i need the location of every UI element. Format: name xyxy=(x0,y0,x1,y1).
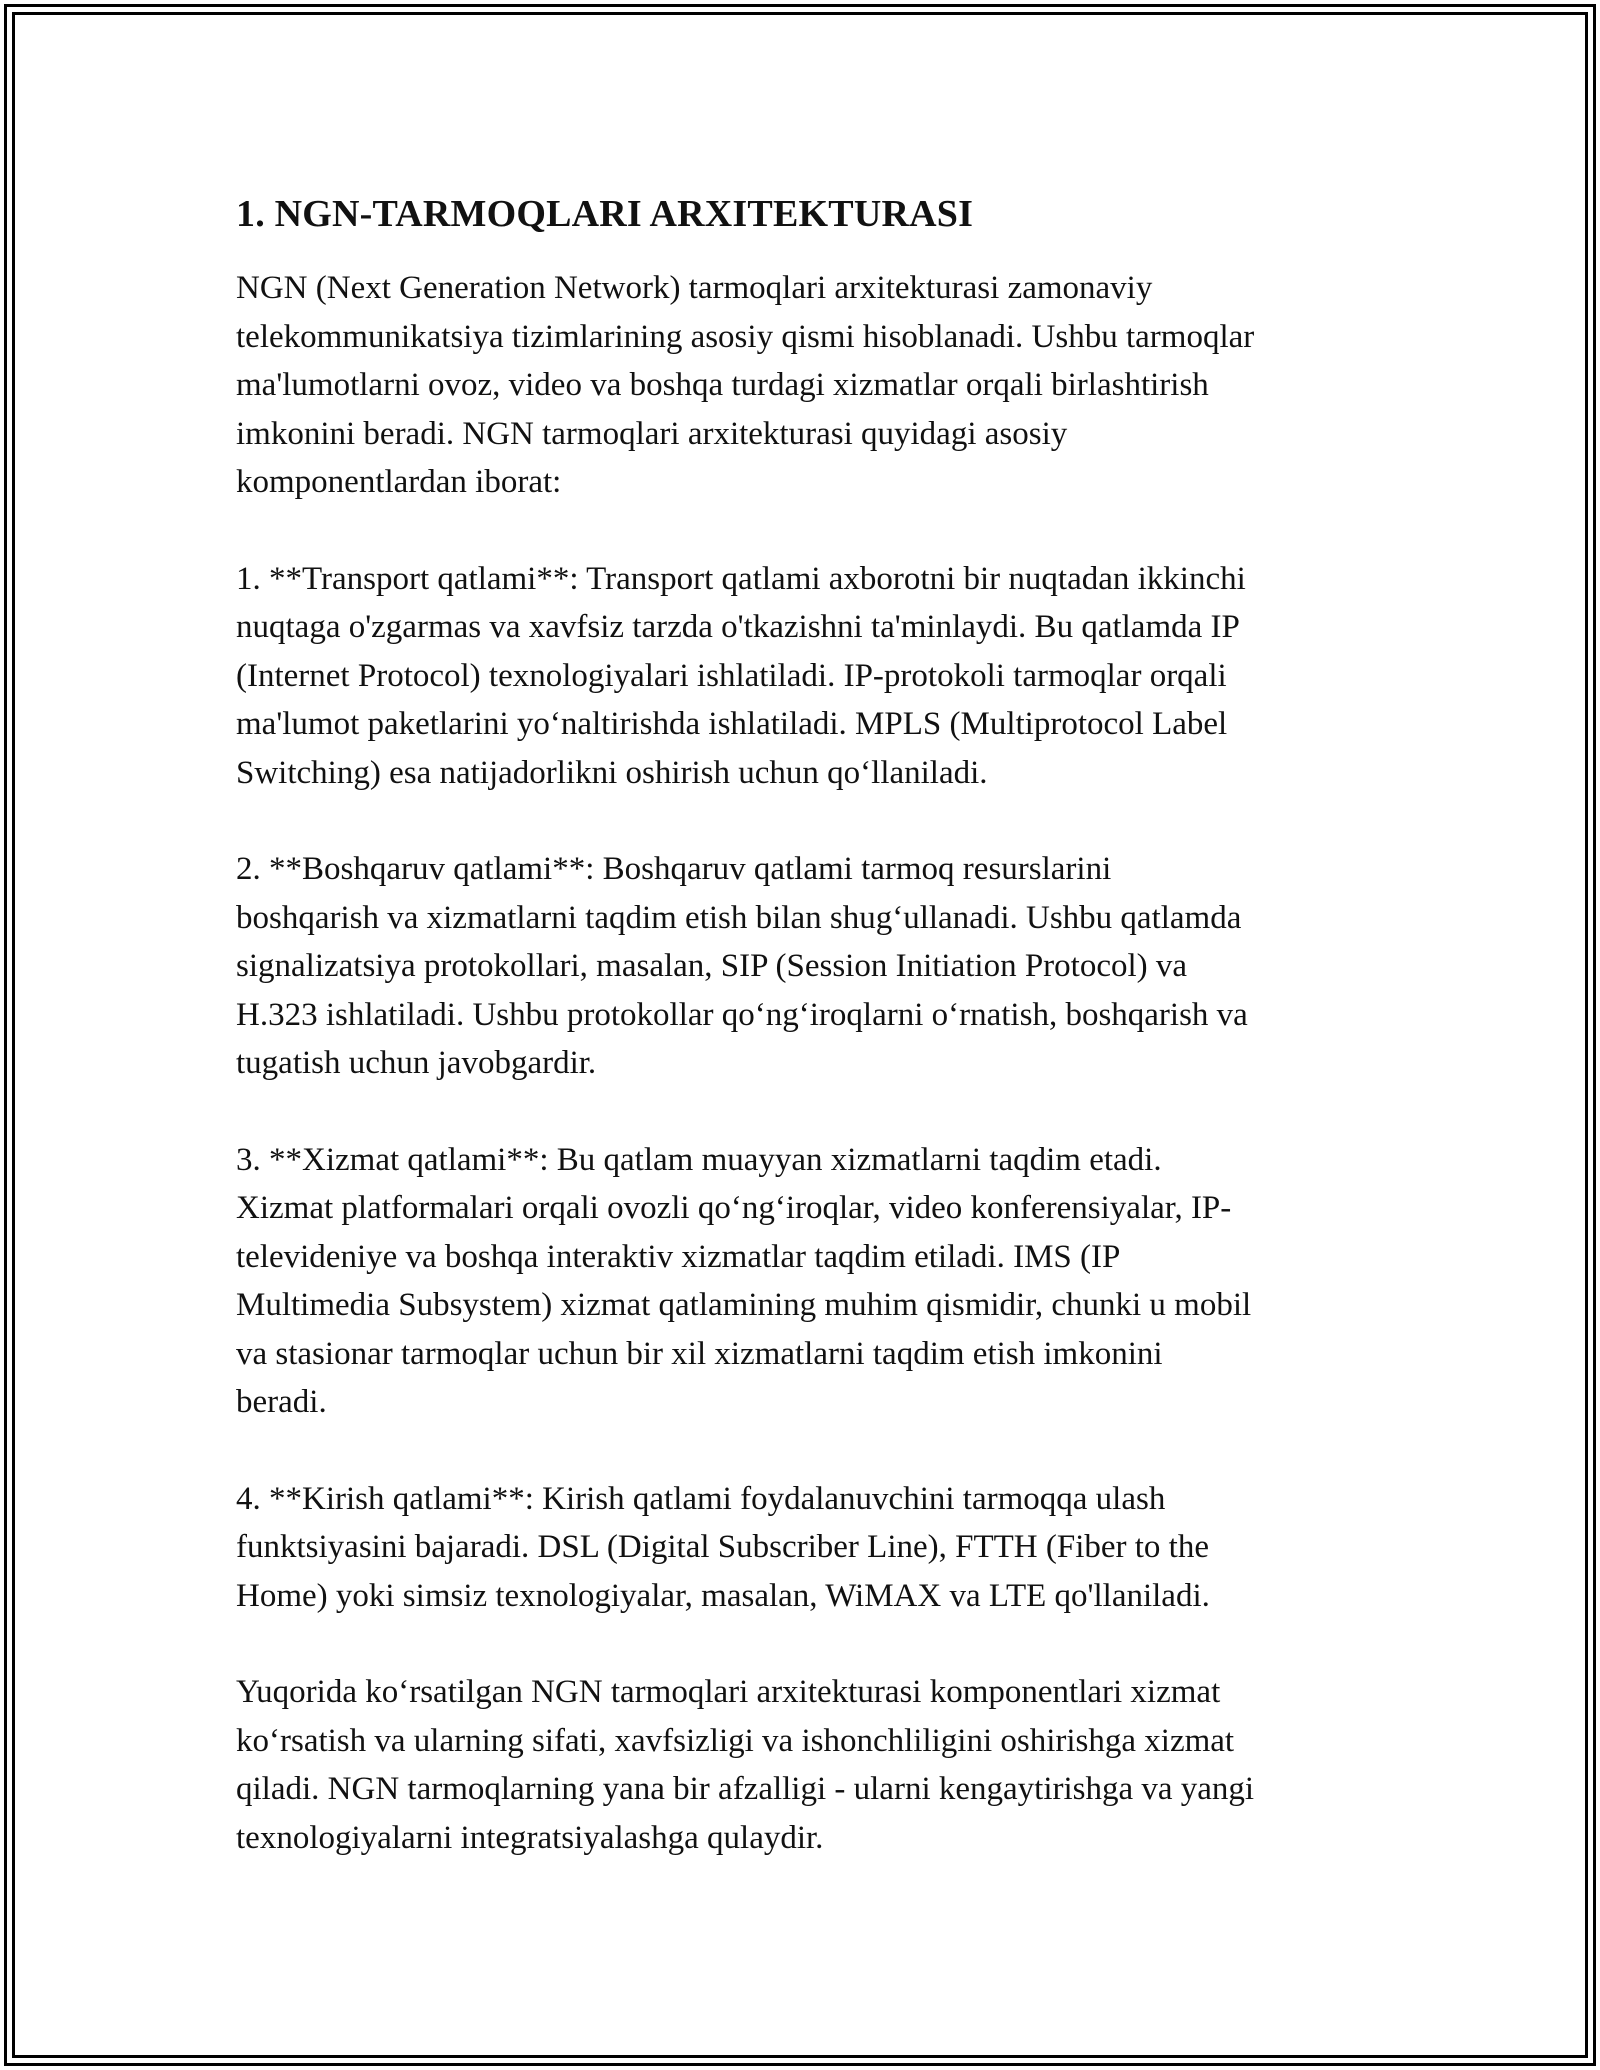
paragraph-intro xyxy=(236,264,1386,507)
text-line: telekommunikatsiya tizimlarining asosiy qismi hisoblanadi. Ushbu tarmoqlar xyxy=(236,318,1255,355)
text-line: ma'lumot paketlarini yo‘naltirishda ishlatiladi. MPLS (Multiprotocol Label xyxy=(236,706,1228,742)
text-line: qiladi. NGN tarmoqlarning yana bir afzalligi - ularni kengaytirishga va yangi xyxy=(236,1771,1255,1807)
text-line: Xizmat platformalari orqali ovozli qo‘ng‘iroqlar, video konferensiyalar, IP- xyxy=(236,1190,1232,1226)
paragraph-control-layer xyxy=(236,845,1386,1088)
paragraph-conclusion xyxy=(236,1668,1386,1862)
text-line: (Internet Protocol) texnologiyalari ishlatiladi. IP-protokoli tarmoqlar orqali xyxy=(236,657,1227,694)
text-line: Home) yoki simsiz texnologiyalar, masalan, WiMAX va LTE qo'llaniladi. xyxy=(236,1577,1210,1614)
text-line: Multimedia Subsystem) xizmat qatlamining muhim qismidir, chunki u mobil xyxy=(236,1287,1252,1323)
paragraph-transport-layer xyxy=(236,555,1386,798)
paragraph-access-layer xyxy=(236,1475,1386,1621)
text-line: 2. **Boshqaruv qatlami**: Boshqaruv qatlami tarmoq resurslarini xyxy=(236,851,1112,887)
text-line: signalizatsiya protokollari, masalan, SIP (Session Initiation Protocol) va xyxy=(236,948,1188,984)
text-line: NGN (Next Generation Network) tarmoqlari arxitekturasi zamonaviy xyxy=(236,270,1153,306)
text-line: 1. **Transport qatlami**: Transport qatlami axborotni bir nuqtadan ikkinchi xyxy=(236,560,1246,597)
text-line: texnologiyalarni integratsiyalashga qulaydir. xyxy=(236,1819,824,1856)
text-line: ko‘rsatish va ularning sifati, xavfsizligi va ishonchliligini oshirishga xizmat xyxy=(236,1722,1235,1759)
document-body xyxy=(236,190,1386,1910)
text-line: nuqtaga o'zgarmas va xavfsiz tarzda o'tkazishni ta'minlaydi. Bu qatlamda IP xyxy=(236,609,1240,645)
text-line: 4. **Kirish qatlami**: Kirish qatlami foydalanuvchini tarmoqqa ulash xyxy=(236,1480,1166,1517)
text-line: televideniye va boshqa interaktiv xizmatlar taqdim etiladi. IMS (IP xyxy=(236,1238,1121,1275)
document-heading: 1. NGN-TARMOQLARI ARXITEKTURASI xyxy=(236,193,974,235)
text-line: ma'lumotlarni ovoz, video va boshqa turdagi xizmatlar orqali birlashtirish xyxy=(236,367,1209,403)
text-line: tugatish uchun javobgardir. xyxy=(236,1045,597,1081)
text-line: komponentlardan iborat: xyxy=(236,464,562,500)
text-line: Yuqorida ko‘rsatilgan NGN tarmoqlari arxitekturasi komponentlari xizmat xyxy=(236,1674,1221,1710)
text-line: H.323 ishlatiladi. Ushbu protokollar qo‘ng‘iroqlarni o‘rnatish, boshqarish va xyxy=(236,996,1248,1033)
paragraph-service-layer xyxy=(236,1136,1386,1427)
text-line: va stasionar tarmoqlar uchun bir xil xizmatlarni taqdim etish imkonini xyxy=(236,1335,1163,1372)
text-line: 3. **Xizmat qatlami**: Bu qatlam muayyan xizmatlarni taqdim etadi. xyxy=(236,1141,1162,1178)
text-line: funktsiyasini bajaradi. DSL (Digital Subscriber Line), FTTH (Fiber to the xyxy=(236,1529,1210,1565)
text-line: imkonini beradi. NGN tarmoqlari arxitekturasi quyidagi asosiy xyxy=(236,415,1068,452)
text-line: boshqarish va xizmatlarni taqdim etish bilan shug‘ullanadi. Ushbu qatlamda xyxy=(236,899,1242,936)
text-line: Switching) esa natijadorlikni oshirish uchun qo‘llaniladi. xyxy=(236,754,988,791)
text-line: beradi. xyxy=(236,1384,327,1420)
